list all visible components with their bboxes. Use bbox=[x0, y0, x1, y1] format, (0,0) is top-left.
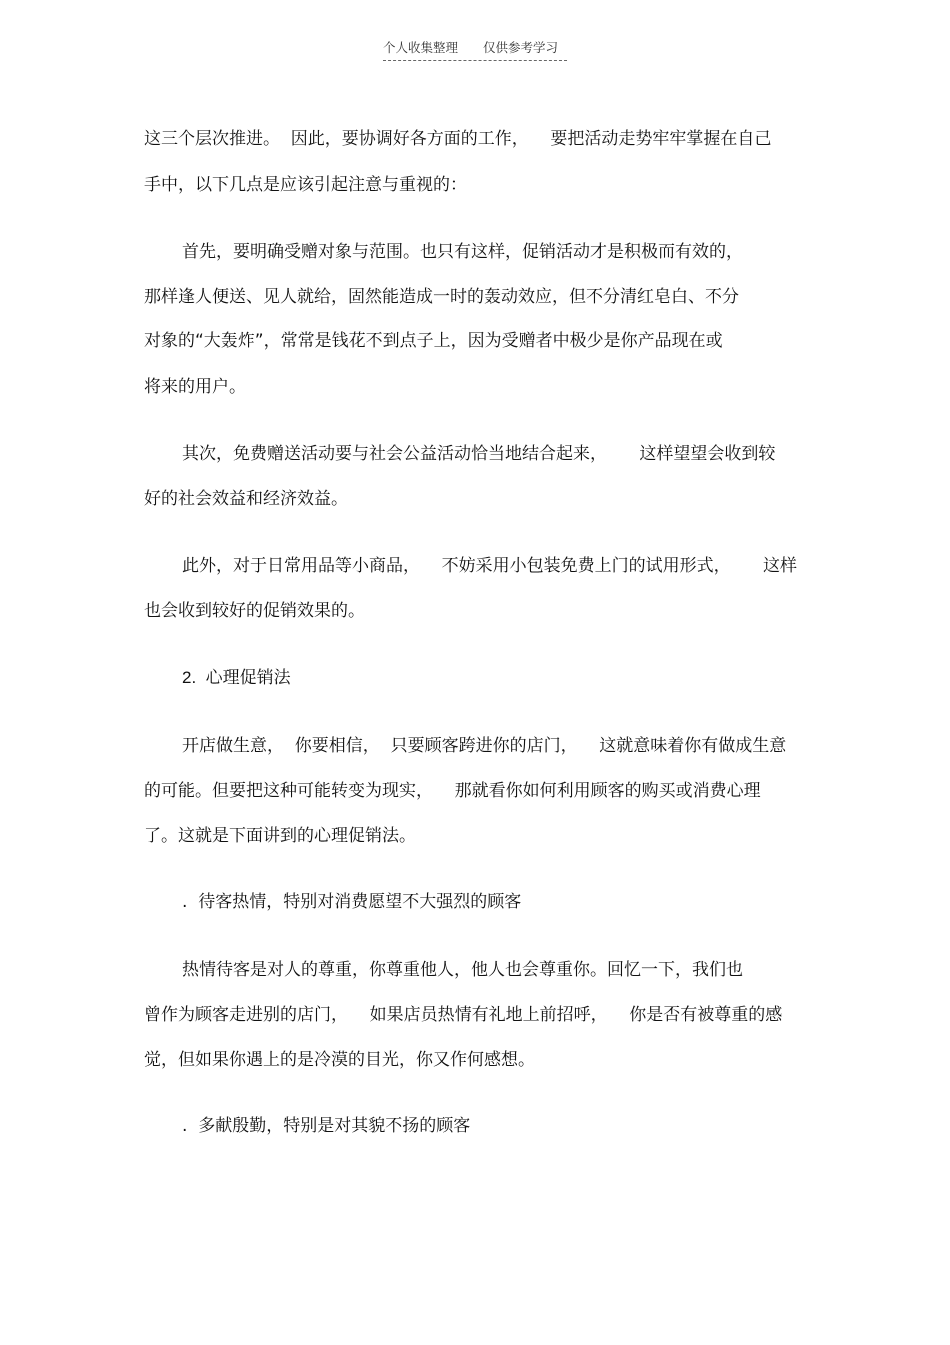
paragraph-line: 对象的“大轰炸”，常常是钱花不到点子上，因为受赠者中极少是你产品现在或 bbox=[144, 331, 723, 351]
paragraph-line: 其次，免费赠送活动要与社会公益活动恰当地结合起来， 这样望望会收到较 bbox=[182, 444, 776, 464]
paragraph-line: 手中，以下几点是应该引起注意与重视的： bbox=[144, 175, 467, 195]
paragraph-line: 首先，要明确受赠对象与范围。也只有这样，促销活动才是积极而有效的， bbox=[182, 242, 743, 262]
paragraph-line: 也会收到较好的促销效果的。 bbox=[144, 601, 365, 621]
paragraph-line: 开店做生意， 你要相信， 只要顾客跨进你的店门， 这就意味着你有做成生意 bbox=[182, 736, 787, 756]
subheading: . 待客热情，特别对消费愿望不大强烈的顾客 bbox=[182, 892, 522, 912]
paragraph-line: 热情待客是对人的尊重，你尊重他人，他人也会尊重你。回忆一下，我们也 bbox=[182, 960, 743, 980]
paragraph-line: 这三个层次推进。 因此，要协调好各方面的工作， 要把活动走势牢牢掌握在自己 bbox=[144, 129, 772, 149]
paragraph-line: 此外，对于日常用品等小商品， 不妨采用小包装免费上门的试用形式， 这样 bbox=[182, 556, 798, 576]
section-heading: 2. 心理促销法 bbox=[182, 668, 291, 687]
page-header bbox=[383, 38, 567, 61]
paragraph-line: 曾作为顾客走进别的店门， 如果店员热情有礼地上前招呼， 你是否有被尊重的感 bbox=[144, 1005, 783, 1025]
paragraph-line: 好的社会效益和经济效益。 bbox=[144, 489, 348, 509]
paragraph-line: 的可能。但要把这种可能转变为现实， 那就看你如何利用顾客的购买或消费心理 bbox=[144, 781, 761, 801]
header-right-text: 仅供参考学习 bbox=[483, 40, 559, 55]
paragraph-line: 了。这就是下面讲到的心理促销法。 bbox=[144, 826, 416, 846]
paragraph-line: 那样逢人便送、见人就给，固然能造成一时的轰动效应，但不分清红皂白、不分 bbox=[144, 287, 739, 307]
paragraph-line: 觉，但如果你遇上的是冷漠的目光，你又作何感想。 bbox=[144, 1050, 535, 1070]
subheading: . 多献殷勤，特别是对其貌不扬的顾客 bbox=[182, 1116, 471, 1136]
paragraph-line: 将来的用户。 bbox=[144, 377, 246, 397]
header-left-text: 个人收集整理 bbox=[383, 40, 459, 55]
